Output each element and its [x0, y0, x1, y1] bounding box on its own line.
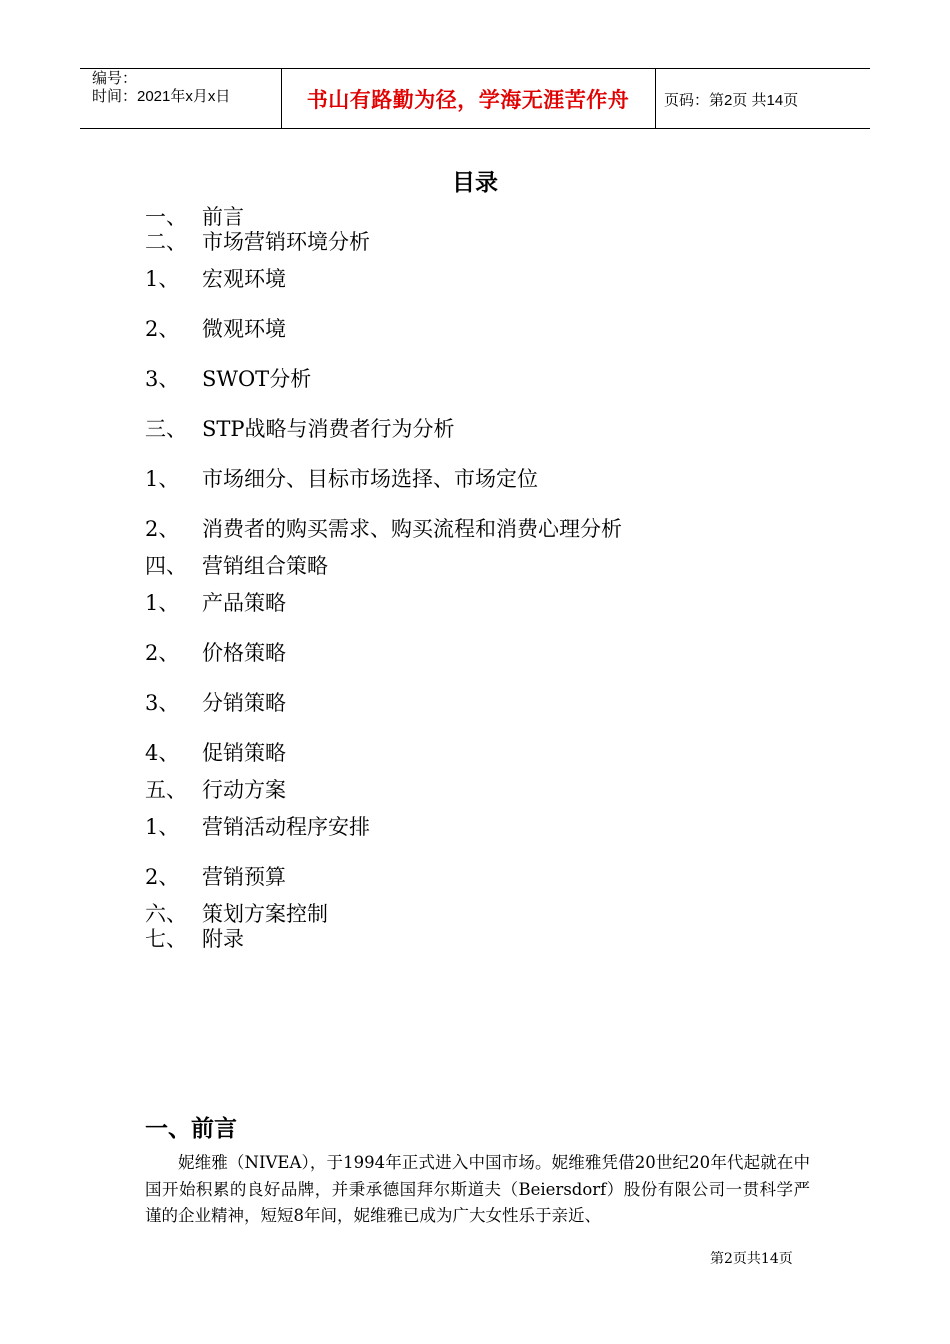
toc-title: 目录	[452, 170, 498, 196]
toc-item-number: 3、	[145, 691, 180, 715]
toc-item-text: 微观环境	[202, 317, 286, 341]
toc-item-text: 附录	[202, 927, 244, 951]
toc-item-number: 4、	[145, 741, 180, 765]
toc-item-text: 价格策略	[202, 641, 286, 665]
toc-item-text: 前言	[202, 205, 244, 229]
header-bottom-rule	[80, 128, 870, 129]
toc-item	[145, 739, 286, 767]
header-time-label: 时间：2021年x月x日	[92, 88, 231, 105]
toc-item-text: 消费者的购买需求、购买流程和消费心理分析	[202, 517, 622, 541]
header-motto: 书山有路勤为径，学海无涯苦作舟	[306, 88, 630, 112]
toc-item	[145, 465, 538, 493]
toc-item-number: 1、	[145, 267, 180, 291]
toc-item	[145, 203, 244, 231]
toc-item-number: 2、	[145, 865, 180, 889]
toc-item-number: 3、	[145, 367, 180, 391]
section-title: 一、前言	[145, 1116, 237, 1142]
section-paragraph: 妮维雅（NIVEA），于1994年正式进入中国市场。妮维雅凭借20世纪20年代起就在中国开始积累的良好品牌，并秉承德国拜尔斯道夫（Beiersdorf）股份有限公司一贯科学严谨的企业精神，短短8年间，妮维雅已成为广大女性乐于亲近、	[145, 1153, 810, 1225]
toc-item-text: 分销策略	[202, 691, 286, 715]
toc-item-text: 营销组合策略	[202, 554, 328, 578]
toc-item	[145, 900, 328, 928]
toc-item-text: 营销活动程序安排	[202, 815, 370, 839]
toc-item	[145, 415, 455, 443]
footer-page-label: 第2页共14页	[710, 1251, 793, 1267]
toc-item-text: 营销预算	[202, 865, 286, 889]
toc-item-text: 市场细分、目标市场选择、市场定位	[202, 467, 538, 491]
toc-item-number: 六、	[145, 902, 187, 926]
toc-item	[145, 228, 370, 256]
toc-item	[145, 813, 370, 841]
toc-item-number: 2、	[145, 517, 180, 541]
toc-item-text: 策划方案控制	[202, 902, 328, 926]
toc-item	[145, 863, 286, 891]
toc-item	[145, 689, 286, 717]
toc-item-number: 1、	[145, 815, 180, 839]
toc-item-number: 二、	[145, 230, 187, 254]
toc-item	[145, 925, 244, 953]
toc-item	[145, 315, 286, 343]
toc-item-text: 产品策略	[202, 591, 286, 615]
toc-item	[145, 639, 286, 667]
header-page-label: 页码：第2页 共14页	[664, 92, 799, 109]
toc-item-number: 2、	[145, 641, 180, 665]
toc-item-number: 1、	[145, 591, 180, 615]
header-divider	[655, 68, 656, 129]
toc-item	[145, 265, 286, 293]
header-top-rule	[80, 68, 870, 69]
header-code-label: 编号：	[92, 70, 138, 87]
toc-item-text: 行动方案	[202, 778, 286, 802]
toc-item-number: 五、	[145, 778, 187, 802]
toc-item-text: 市场营销环境分析	[202, 230, 370, 254]
toc-item	[145, 515, 622, 543]
toc-item	[145, 552, 328, 580]
toc-item-number: 三、	[145, 417, 187, 441]
toc-item-number: 一、	[145, 205, 187, 229]
toc-item-number: 七、	[145, 927, 187, 951]
toc-item-number: 1、	[145, 467, 180, 491]
toc-item-text: 促销策略	[202, 741, 286, 765]
toc-item	[145, 589, 286, 617]
toc-item	[145, 365, 311, 393]
toc-item-text: STP战略与消费者行为分析	[202, 417, 455, 441]
toc-item-number: 2、	[145, 317, 180, 341]
toc-item	[145, 776, 286, 804]
toc-item-number: 四、	[145, 554, 187, 578]
header-info	[92, 70, 230, 106]
toc-item-text: 宏观环境	[202, 267, 286, 291]
toc-item-text: SWOT分析	[202, 367, 312, 391]
